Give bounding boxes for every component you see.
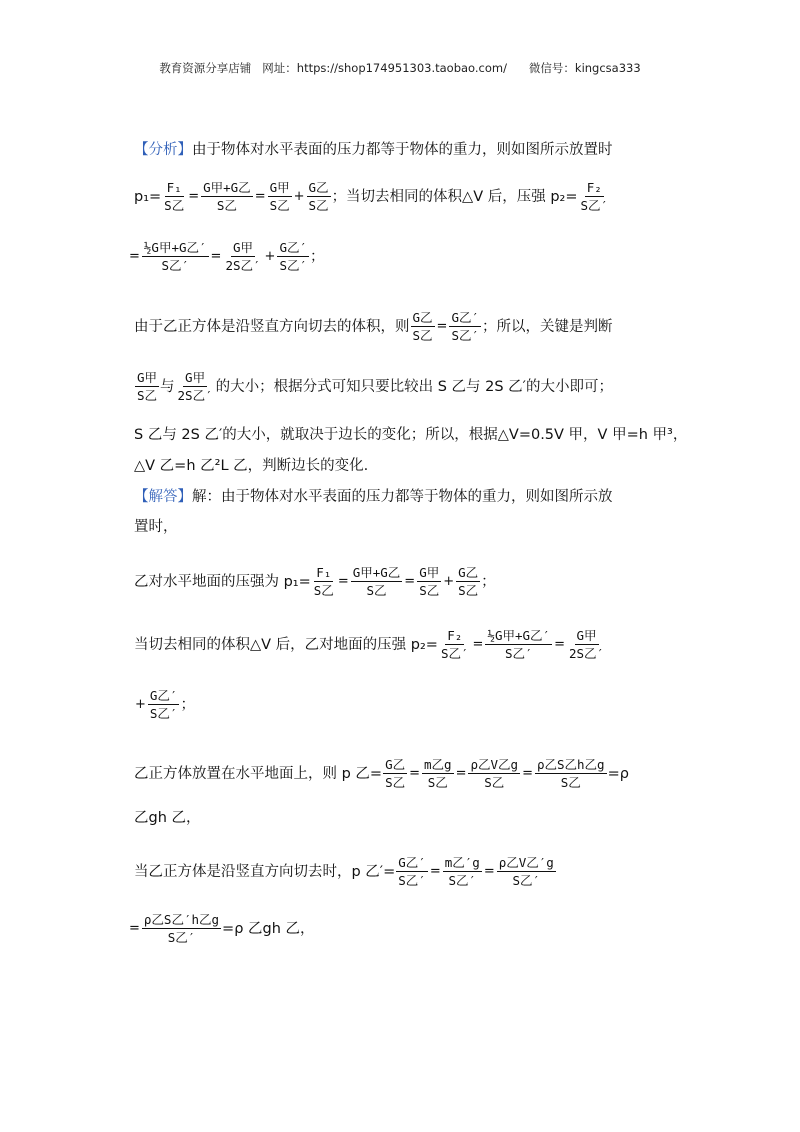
solution-formula-p1: 乙对水平地面的压强为 p₁= $\frac{\text{F₁}}{\text{S乙}}$ = $\frac{\text{G甲+G乙}}{\text{S乙}}$ = $\frac{\text{G甲}}{\text{S乙}}$ + $\frac{\text{G乙}}{\text{S乙}}$ ； (134, 565, 496, 598)
analysis-intro-line (134, 140, 613, 160)
fraction-gy-a: $\frac{\text{G乙}}{\text{S乙}}$ (412, 310, 433, 343)
fraction-gsum: $\frac{\text{G甲+G乙}}{\text{S乙}}$ (203, 180, 251, 213)
fraction-gy-prime: $\frac{\text{G乙′}}{\text{S乙′}}$ (279, 240, 307, 273)
analysis-intro: 由于物体对水平表面的压力都等于物体的重力，则如图所示放置时 (192, 142, 613, 158)
fraction-gj-2s-b: $\frac{\text{G甲}}{\text{2S乙′}}$ (177, 370, 213, 403)
after-cut-text: ；当切去相同的体积△V 后，压强 p₂= (331, 188, 578, 205)
analysis-line-compare: $\frac{\text{G甲}}{\text{S乙}}$ 与 $\frac{\text{G甲}}{\text{2S乙′}}$ 的大小；根据分式可知只要比较出 S 乙与 2S 乙′的大小即可； (137, 370, 613, 403)
fraction-f2: $\frac{\text{F₂}}{\text{S乙′}}$ (580, 180, 609, 213)
fraction-gj: $\frac{\text{G甲}}{\text{S乙}}$ (269, 180, 290, 213)
fraction-gj-b: $\frac{\text{G甲}}{\text{S乙}}$ (137, 370, 158, 403)
solution-pressure-cut-cont: = $\frac{\text{ρ乙S乙′h乙g}}{\text{S乙′}}$ =ρ 乙gh 乙， (129, 912, 315, 945)
fraction-gy: $\frac{\text{G乙}}{\text{S乙}}$ (308, 180, 329, 213)
solution-line-1: 【解答】 解：由于物体对水平表面的压力都等于物体的重力，则如图所示放 (134, 489, 613, 505)
analysis-line-cut-direction: 由于乙正方体是沿竖直方向切去的体积，则 $\frac{\text{G乙}}{\text{S乙}}$ = $\frac{\text{G乙′}}{\text{S乙′}}$ ；所以，关键是判断 (134, 310, 613, 343)
analysis-line-5: S 乙与 2S 乙′的大小，就取决于边长的变化；所以，根据△V=0.5V 甲，V 甲=h 甲³， (134, 427, 688, 443)
analysis-tag: 【分析】 (134, 142, 192, 158)
solution-tag: 【解答】 (134, 489, 192, 505)
analysis-line-6: △V 乙=h 乙²L 乙，判断边长的变化. (134, 458, 369, 474)
solution-pressure-placed: 乙正方体放置在水平地面上，则 p 乙= $\frac{\text{G乙}}{\text{S乙}}$ = $\frac{\text{m乙g}}{\text{S乙}}$ = $\frac{\text{ρ乙V乙g}}{\text{S乙}}$ = $\frac{\text{ρ乙S乙h乙g}}{\text{S乙}}$ =ρ (134, 757, 629, 790)
solution-pressure-cut: 当乙正方体是沿竖直方向切去时，p 乙′= $\frac{\text{G乙′}}{\text{S乙′}}$ = $\frac{\text{m乙′g}}{\text{S乙′}}$ = $\frac{\text{ρ乙V乙′g}}{\text{S乙′}}$ (134, 855, 554, 888)
solution-line-rho-gh: 乙gh 乙， (134, 810, 201, 826)
fraction-halfsum: $\frac{\text{½G甲+G乙′}}{\text{S乙′}}$ (143, 240, 207, 273)
p1-label: p₁= (134, 188, 162, 205)
solution-formula-p2-cont: + $\frac{\text{G乙′}}{\text{S乙′}}$ ； (135, 688, 195, 721)
solution-line-2: 置时， (134, 519, 178, 535)
fraction-gy-prime-a: $\frac{\text{G乙′}}{\text{S乙′}}$ (451, 310, 479, 343)
fraction-f1: $\frac{\text{F₁}}{\text{S乙}}$ (164, 180, 185, 213)
fraction-gj-2s: $\frac{\text{G甲}}{\text{2S乙′}}$ (225, 240, 261, 273)
page-header: 教育资源分享店铺 网址：https://shop174951303.taobao.com/ 微信号：kingcsa333 (159, 61, 641, 75)
solution-formula-p2: 当切去相同的体积△V 后，乙对地面的压强 p₂= $\frac{\text{F₂}}{\text{S乙′}}$ = $\frac{\text{½G甲+G乙′}}{\text{S乙′}}$ = $\frac{\text{G甲}}{\text{2S乙′}}$ (134, 628, 605, 661)
analysis-formula-p1: p₁= $\frac{\text{F₁}}{\text{S乙}}$ = $\frac{\text{G甲+G乙}}{\text{S乙}}$ = $\frac{\text{G甲}}{\text{S乙}}$ + $\frac{\text{G乙}}{\text{S乙}}$ ；当切去相同的体积△V 后，压强 p₂= $\frac{\text{F₂}}{\text{S乙′}}$ (134, 180, 609, 213)
analysis-formula-p2: = $\frac{\text{½G甲+G乙′}}{\text{S乙′}}$ = $\frac{\text{G甲}}{\text{2S乙′}}$ + $\frac{\text{G乙′}}{\text{S乙′}}$ ； (129, 240, 325, 273)
